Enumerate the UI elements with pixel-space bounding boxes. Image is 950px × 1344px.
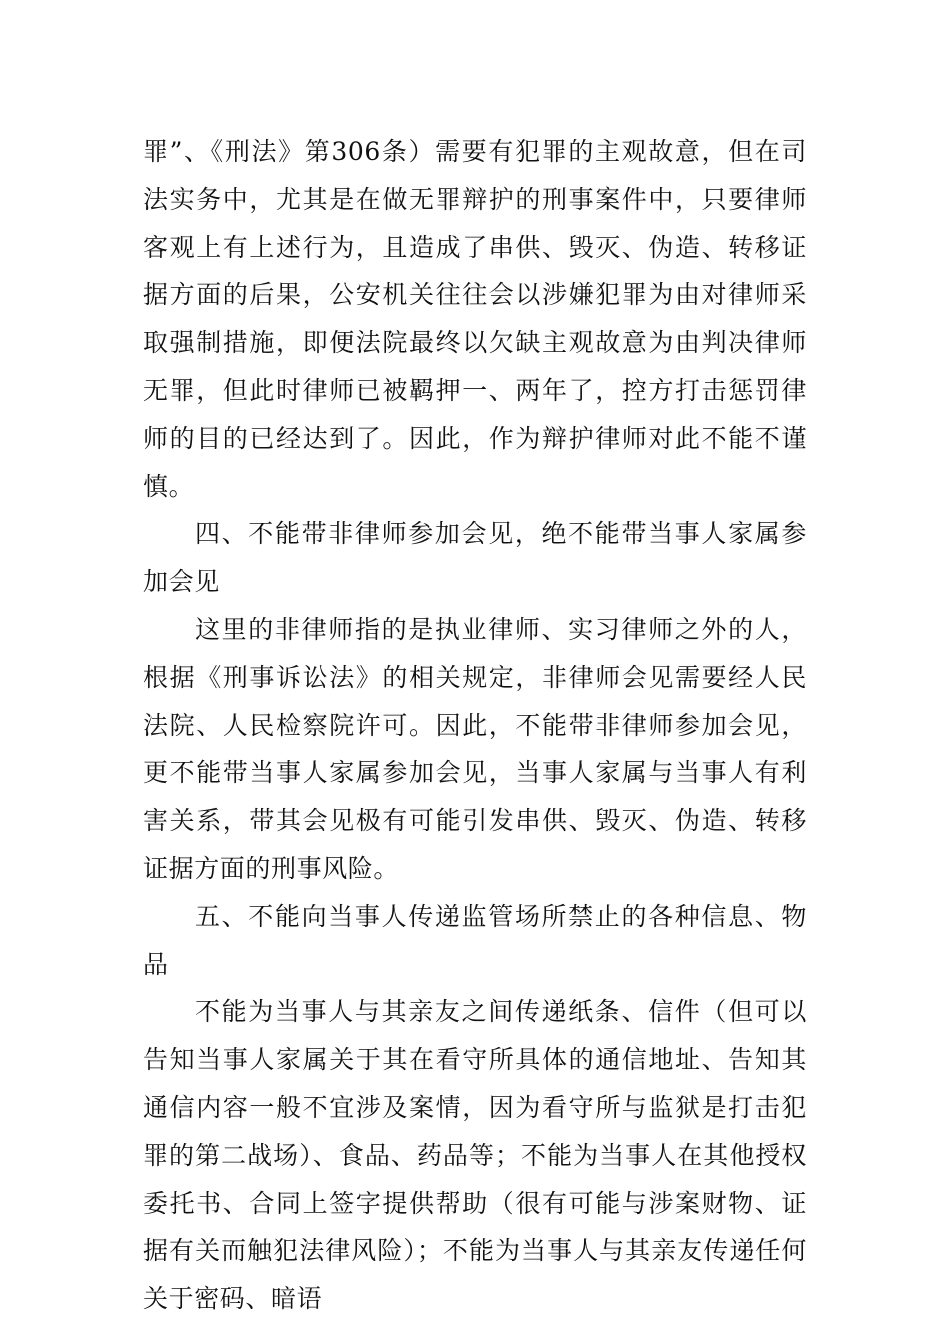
section-heading-4: 四、不能带非律师参加会见，绝不能带当事人家属参加会见 [143, 519, 807, 597]
section-heading-5: 五、不能向当事人传递监管场所禁止的各种信息、物品 [143, 901, 807, 979]
paragraph-section-5: 不能为当事人与其亲友之间传递纸条、信件（但可以告知当事人家属关于其在看守所具体的通信地址、告知其通信内容一般不宜涉及案情，因为看守所与监狱是打击犯罪的第二战场）、食品、药品等；不能为当事人在其他授权委托书、合同上签字提供帮助（很有可能与涉案财物、证据有关而触犯法律风险）；不能为当事人与其亲友传递任何关于密码、暗语 [143, 997, 807, 1314]
paragraph-section-4: 这里的非律师指的是执业律师、实习律师之外的人，根据《刑事诉讼法》的相关规定，非律师会见需要经人民法院、人民检察院许可。因此，不能带非律师参加会见，更不能带当事人家属参加会见，当事人家属与当事人有利害关系，带其会见极有可能引发串供、毁灭、伪造、转移证据方面的刑事风险。 [143, 614, 807, 883]
paragraph-continuation: 罪”、《刑法》第306条）需要有犯罪的主观故意，但在司法实务中，尤其是在做无罪辩护的刑事案件中，只要律师客观上有上述行为，且造成了串供、毁灭、伪造、转移证据方面的后果，公安机关往往会以涉嫌犯罪为由对律师采取强制措施，即便法院最终以欠缺主观故意为由判决律师无罪，但此时律师已被羁押一、两年了，控方打击惩罚律师的目的已经达到了。因此，作为辩护律师对此不能不谨慎。 [143, 137, 807, 501]
document-page [143, 128, 807, 1323]
